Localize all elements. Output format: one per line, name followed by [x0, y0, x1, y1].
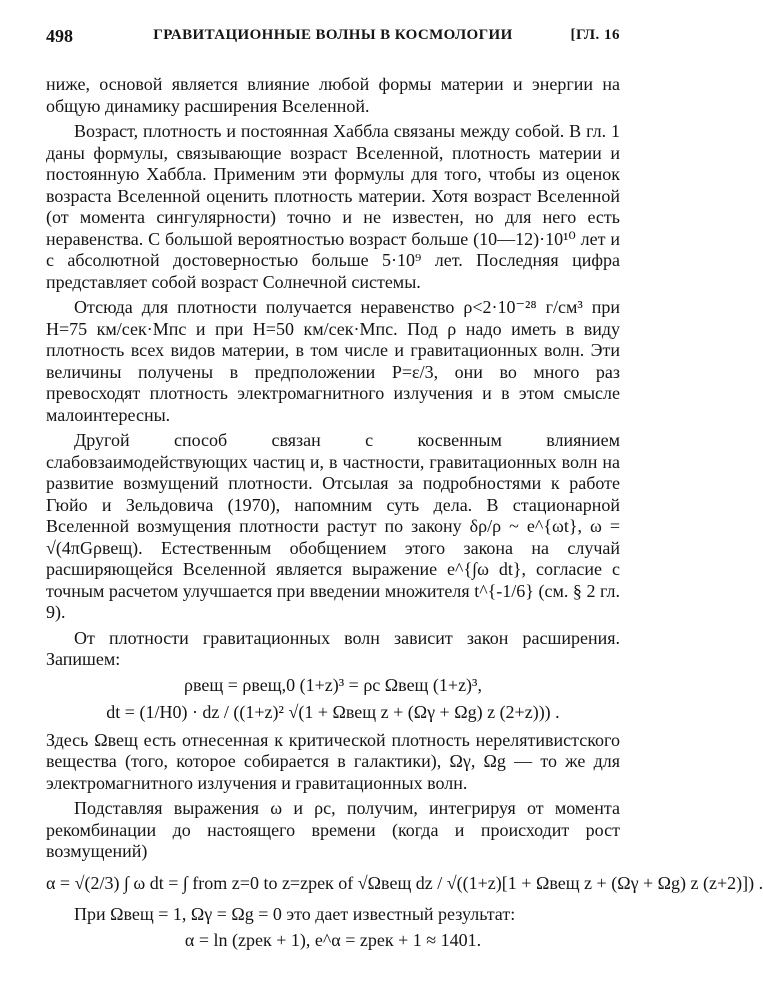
paragraph: Другой способ связан с косвенным влиянием слабовзаимодействующих частиц и, в частности, гравитационных волн на развитие возмущений плотности. Отсылая за подробностями к работе Гюйо и Зельдовича (1970), напомним суть дела. В стационарной Вселенной возмущения плотности растут по закону δρ/ρ ~ e^{ωt}, ω = √(4πGρвещ). Естественным обобщением этого закона на случай расширяющейся Вселенной является выражение e^{∫ω dt}, согласие с точным расчетом улучшается при введении множителя t^{-1/6} (см. § 2 гл. 9).	[46, 430, 620, 622]
paragraph: Возраст, плотность и постоянная Хаббла связаны между собой. В гл. 1 даны формулы, связывающие возраст Вселенной, плотность материи и постоянную Хаббла. Применим эти формулы для того, чтобы из оценок возраста Вселенной оценить плотность материи. Хотя возраст Вселенной (от момента сингулярности) точно и не известен, но для него есть неравенства. С большой вероятностью возраст больше (10—12)·10¹⁰ лет и с абсолютной достоверностью больше 5·10⁹ лет. Последняя цифра представляет собой возраст Солнечной системы.	[46, 121, 620, 292]
paragraph: ниже, основой является влияние любой формы материи и энергии на общую динамику расширения Вселенной.	[46, 74, 620, 116]
equation-dt: dt = (1/H0) · dz / ((1+z)² √(1 + Ωвещ z + (Ωγ + Ωg) z (2+z))) .	[106, 702, 560, 722]
page-header	[46, 26, 620, 50]
paragraph: При Ωвещ = 1, Ωγ = Ωg = 0 это дает известный результат:	[74, 904, 516, 924]
page-number: 498	[46, 26, 73, 46]
running-title: ГРАВИТАЦИОННЫЕ ВОЛНЫ В КОСМОЛОГИИ	[153, 27, 513, 43]
paragraph: Подставляя выражения ω и ρc, получим, интегрируя от момента рекомбинации до настоящего времени (когда и происходит рост возмущений)	[46, 798, 620, 861]
paragraph: Отсюда для плотности получается неравенство ρ<2·10⁻²⁸ г/см³ при H=75 км/сек·Мпс и при H=50 км/сек·Мпс. Под ρ надо иметь в виду плотность всех видов материи, в том числе и гравитационных волн. Эти величины получены в предположении P=ε/3, они во много раз превосходят плотность электромагнитного излучения и в этом смысле малоинтересны.	[46, 297, 620, 425]
chapter-label: [ГЛ. 16	[570, 27, 620, 43]
equation-result: α = ln (zрек + 1), e^α = zрек + 1 ≈ 1401.	[184, 929, 482, 950]
page-body	[46, 74, 763, 957]
equation-alpha: α = √(2/3) ∫ ω dt = ∫ from z=0 to z=zрек of √Ωвещ dz / √((1+z)[1 + Ωвещ z + (Ωγ + Ωg) z (z+2)]) .	[46, 872, 763, 893]
equation-density: ρвещ = ρвещ,0 (1+z)³ = ρc Ωвещ (1+z)³,	[184, 674, 482, 695]
paragraph: Здесь Ωвещ есть отнесенная к критической плотность нерелятивистского вещества (того, которое собирается в галактики), Ωγ, Ωg — то же для электромагнитного излучения и гравитационных волн.	[46, 729, 620, 793]
paragraph: От плотности гравитационных волн зависит закон расширения. Запишем:	[46, 627, 620, 669]
